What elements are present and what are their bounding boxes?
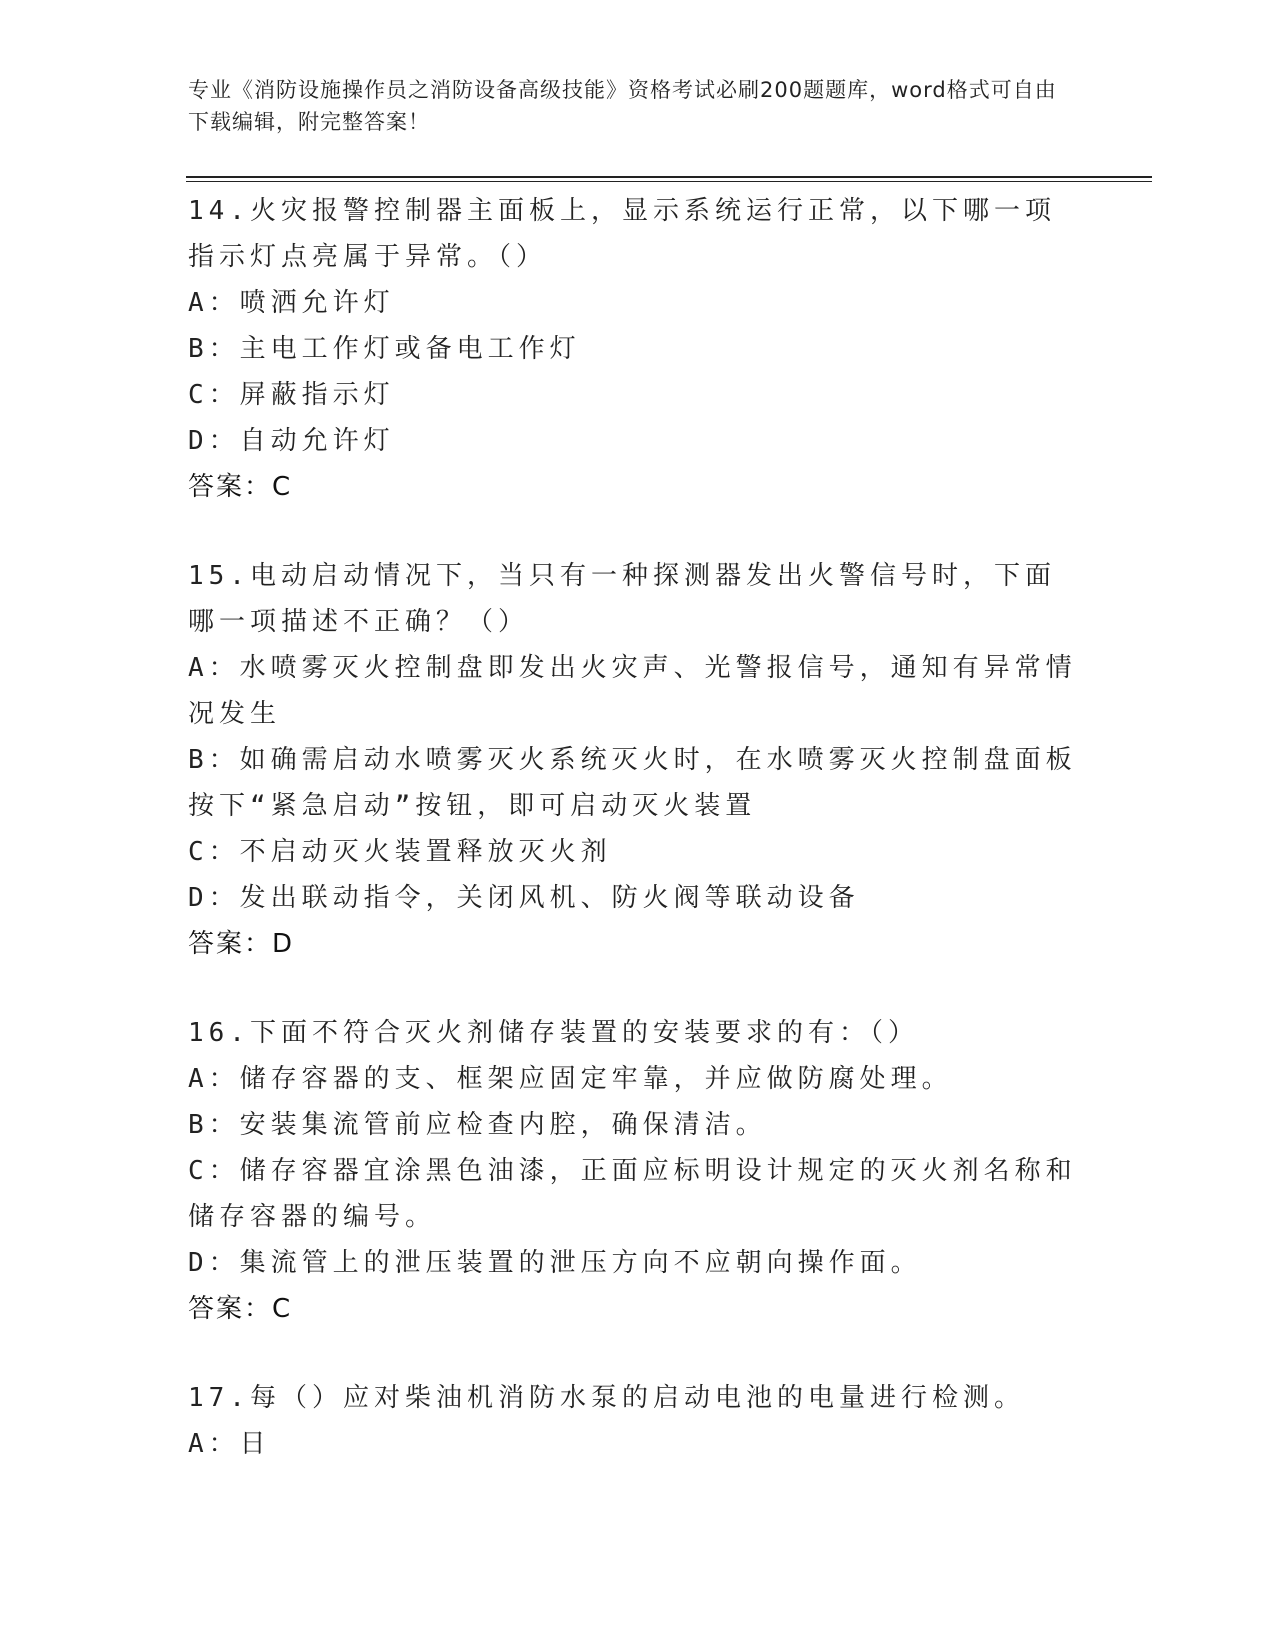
page-header: 专业《消防设施操作员之消防设备高级技能》资格考试必刷200题题库，word格式可自由下载编辑，附完整答案！ bbox=[188, 78, 1057, 134]
option-c: C：储存容器宜涂黑色油漆，正面应标明设计规定的灭火剂名称和储存容器的编号。 bbox=[188, 1156, 1077, 1232]
question-list bbox=[188, 188, 1078, 1467]
option-d: D：自动允许灯 bbox=[188, 426, 395, 456]
option-d: D：发出联动指令，关闭风机、防火阀等联动设备 bbox=[188, 883, 860, 913]
answer-text: 答案：C bbox=[188, 1294, 293, 1324]
question-spacer bbox=[188, 510, 1078, 553]
option-d: D：集流管上的泄压装置的泄压方向不应朝向操作面。 bbox=[188, 1248, 922, 1278]
option-a: A：水喷雾灭火控制盘即发出火灾声、光警报信号，通知有异常情况发生 bbox=[188, 653, 1077, 729]
question-15 bbox=[188, 553, 1078, 967]
question-spacer bbox=[188, 1332, 1078, 1375]
question-16 bbox=[188, 1010, 1078, 1332]
question-stem: 17.每（）应对柴油机消防水泵的启动电池的电量进行检测。 bbox=[188, 1383, 1025, 1413]
option-c: C：不启动灭火装置释放灭火剂 bbox=[188, 837, 612, 867]
option-b: B：如确需启动水喷雾灭火系统灭火时，在水喷雾灭火控制盘面板按下“紧急启动”按钮，即可启动灭火装置 bbox=[188, 745, 1077, 821]
question-stem: 15.电动启动情况下，当只有一种探测器发出火警信号时，下面哪一项描述不正确？（） bbox=[188, 561, 1056, 637]
question-spacer bbox=[188, 967, 1078, 1010]
option-b: B：主电工作灯或备电工作灯 bbox=[188, 334, 581, 364]
answer-text: 答案：C bbox=[188, 472, 293, 502]
option-a: A：储存容器的支、框架应固定牢靠，并应做防腐处理。 bbox=[188, 1064, 953, 1094]
option-b: B：安装集流管前应检查内腔，确保清洁。 bbox=[188, 1110, 767, 1140]
header-divider-thin bbox=[186, 181, 1152, 182]
question-14 bbox=[188, 188, 1078, 510]
question-stem: 14.火灾报警控制器主面板上，显示系统运行正常，以下哪一项指示灯点亮属于异常。（） bbox=[188, 196, 1056, 272]
answer-text: 答案：D bbox=[188, 929, 295, 959]
option-a: A：日 bbox=[188, 1429, 271, 1459]
header-divider-thick bbox=[186, 176, 1152, 178]
option-a: A：喷洒允许灯 bbox=[188, 288, 395, 318]
option-c: C：屏蔽指示灯 bbox=[188, 380, 395, 410]
question-stem: 16.下面不符合灭火剂储存装置的安装要求的有：（） bbox=[188, 1018, 919, 1048]
question-17 bbox=[188, 1375, 1078, 1467]
